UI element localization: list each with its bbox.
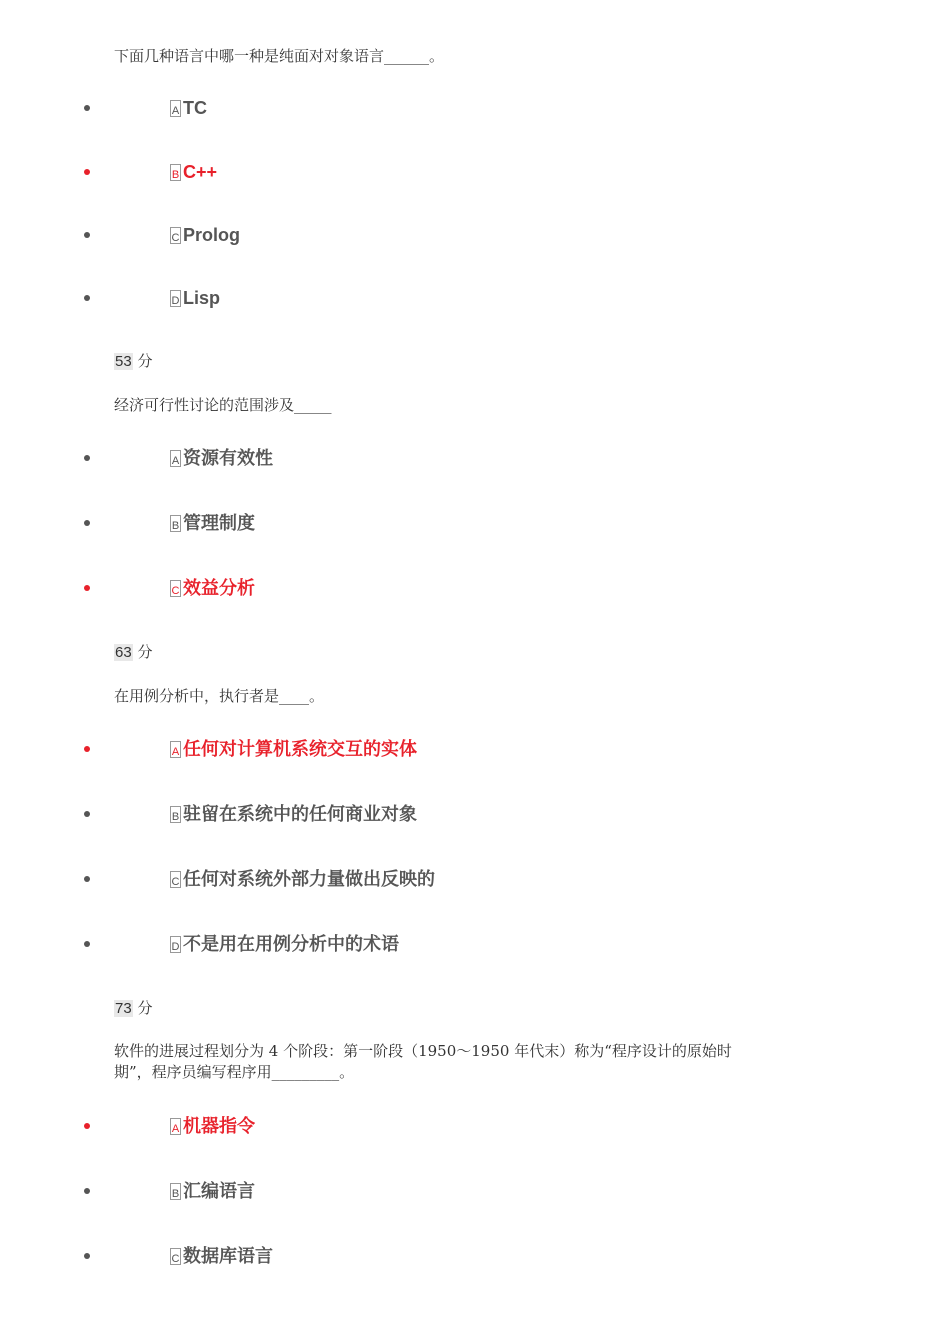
option-text: Prolog (183, 225, 240, 245)
question-prompt (114, 1041, 814, 1083)
bullet-icon (84, 941, 90, 947)
option-letter-box: B (170, 806, 181, 823)
bullet-icon (84, 520, 90, 526)
option-letter-box: A (170, 450, 181, 467)
option-d[interactable] (0, 932, 950, 962)
option-text: 管理制度 (183, 513, 255, 533)
option-a[interactable] (0, 1114, 950, 1144)
option-c[interactable] (0, 223, 950, 253)
option-letter-box: B (170, 164, 181, 181)
option-d[interactable] (0, 286, 950, 316)
option-letter-box: B (170, 515, 181, 532)
bullet-icon (84, 746, 90, 752)
option-text: 驻留在系统中的任何商业对象 (183, 804, 417, 824)
score-label (114, 642, 152, 663)
option-text: 资源有效性 (183, 448, 273, 468)
option-c[interactable] (0, 867, 950, 897)
option-text: 不是用在用例分析中的术语 (183, 934, 399, 954)
option-text: 数据库语言 (183, 1246, 273, 1266)
option-letter-box: D (170, 290, 181, 307)
option-b[interactable] (0, 160, 950, 190)
bullet-icon (84, 585, 90, 591)
question-prompt-line: 期”，程序员编写程序用_________。 (114, 1063, 355, 1081)
score-label (114, 351, 152, 372)
bullet-icon (84, 232, 90, 238)
question-prompt-line: 软件的进展过程划分为 4 个阶段：第一阶段（1950～1950 年代末）称为“程序设计的原始时 (114, 1042, 732, 1060)
option-b[interactable] (0, 802, 950, 832)
score-label (114, 998, 152, 1019)
option-b[interactable] (0, 1179, 950, 1209)
question-prompt: 在用例分析中，执行者是____。 (114, 687, 325, 705)
score-unit: 分 (137, 643, 153, 661)
option-letter-box: C (170, 580, 181, 597)
option-letter-box: C (170, 227, 181, 244)
option-letter-box: C (170, 871, 181, 888)
score-number: 73 (115, 1000, 132, 1017)
bullet-icon (84, 1123, 90, 1129)
option-a[interactable] (0, 96, 950, 126)
bullet-icon (84, 876, 90, 882)
option-text: 汇编语言 (183, 1181, 255, 1201)
option-text: 效益分析 (183, 578, 255, 598)
bullet-icon (84, 455, 90, 461)
option-letter-box: C (170, 1248, 181, 1265)
bullet-icon (84, 169, 90, 175)
score-number: 63 (115, 644, 132, 661)
bullet-icon (84, 811, 90, 817)
option-c[interactable] (0, 1244, 950, 1274)
option-letter-box: A (170, 100, 181, 117)
score-unit: 分 (137, 352, 153, 370)
option-a[interactable] (0, 446, 950, 476)
bullet-icon (84, 1253, 90, 1259)
option-letter-box: D (170, 936, 181, 953)
option-c[interactable] (0, 576, 950, 606)
option-text: C++ (183, 162, 218, 182)
option-letter-box: B (170, 1183, 181, 1200)
option-b[interactable] (0, 511, 950, 541)
question-prompt: 下面几种语言中哪一种是纯面对对象语言______。 (114, 47, 445, 65)
option-letter-box: A (170, 1118, 181, 1135)
option-a[interactable] (0, 737, 950, 767)
bullet-icon (84, 1188, 90, 1194)
option-text: Lisp (183, 288, 221, 308)
option-letter-box: A (170, 741, 181, 758)
bullet-icon (84, 105, 90, 111)
option-text: 任何对系统外部力量做出反映的 (183, 869, 435, 889)
option-text: 任何对计算机系统交互的实体 (183, 739, 417, 759)
score-number: 53 (115, 353, 132, 370)
option-text: 机器指令 (183, 1116, 255, 1136)
score-unit: 分 (137, 999, 153, 1017)
question-prompt: 经济可行性讨论的范围涉及_____ (114, 396, 332, 414)
option-text: TC (183, 98, 207, 118)
bullet-icon (84, 295, 90, 301)
